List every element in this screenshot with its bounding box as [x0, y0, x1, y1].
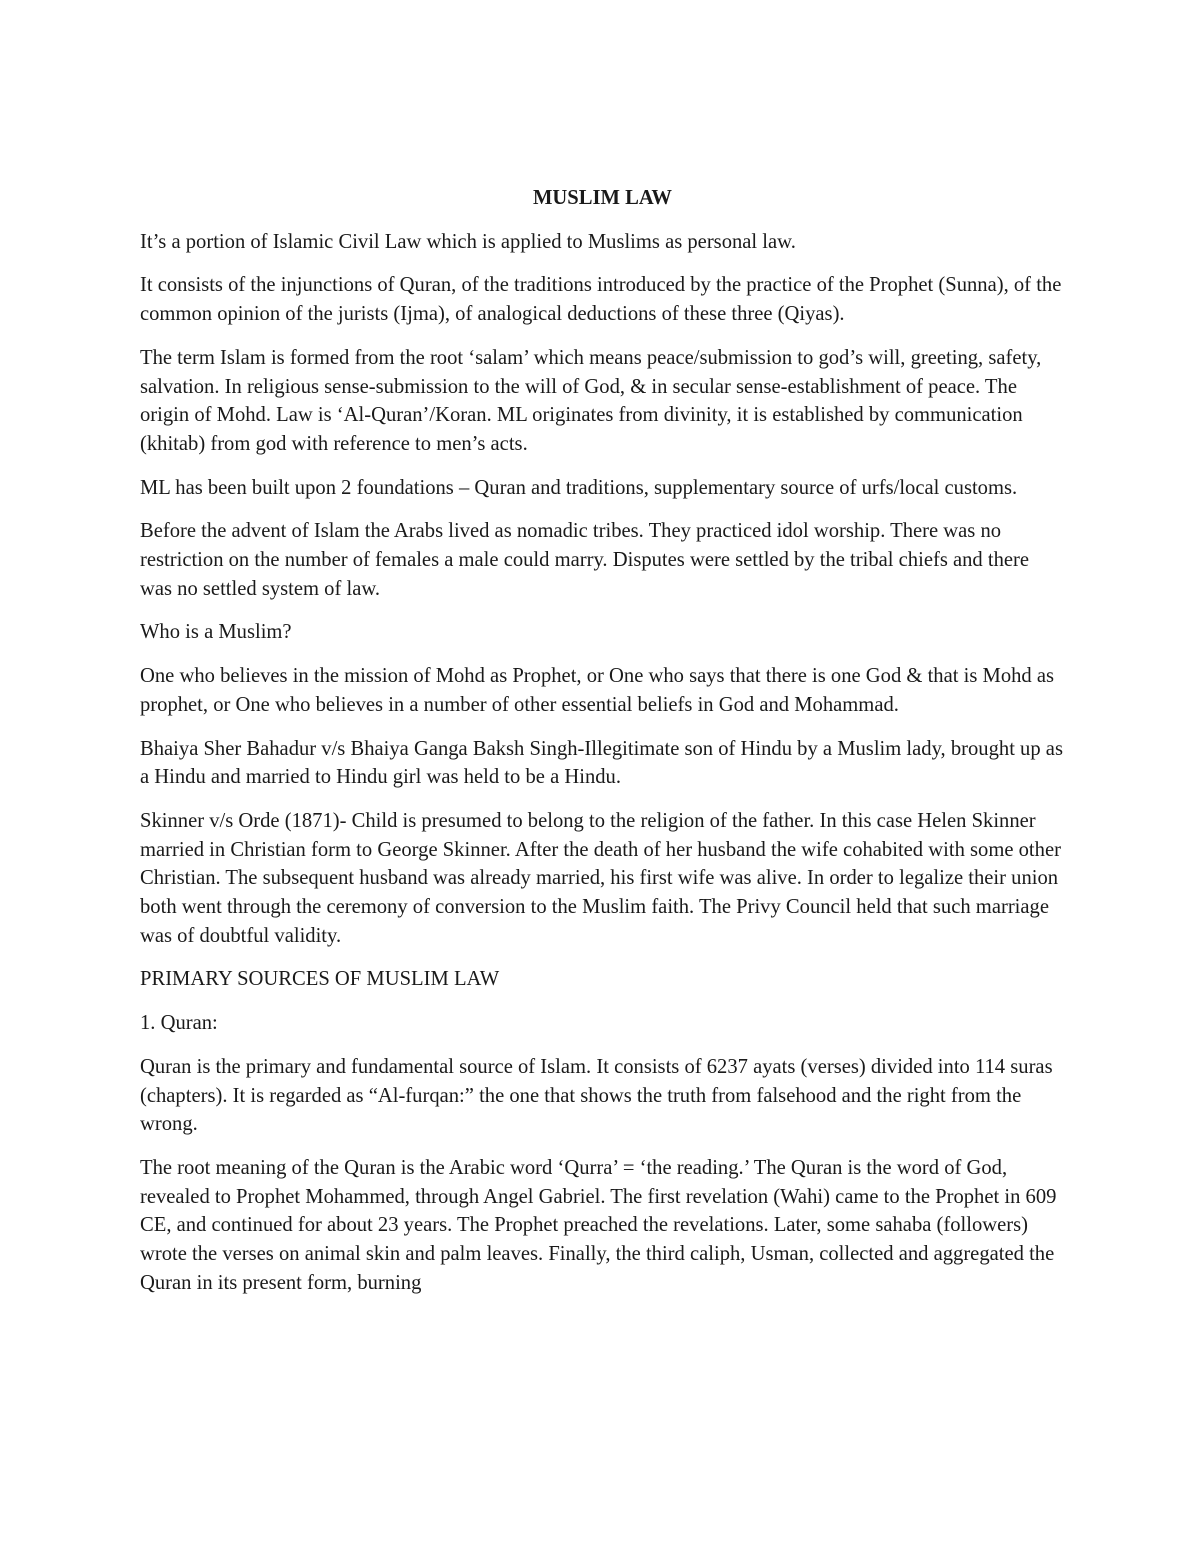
paragraph-quran-meaning: The root meaning of the Quran is the Arabic word ‘Qurra’ = ‘the reading.’ The Quran is the word of God, revealed to Prophet Mohammed, through Angel Gabriel. The first revelation (Wahi) came to the Prophet in 609 CE, and continued for about 23 years. The Prophet preached the revelations. Later, some sahaba (followers) wrote the verses on animal skin and palm leaves. Finally, the third caliph, Usman, collected and aggregated the Quran in its present form, burning — [140, 1156, 1057, 1294]
paragraph-composition: It consists of the injunctions of Quran, of the traditions introduced by the practice of the Prophet (Sunna), of the common opinion of the jurists (Ijma), of analogical deductions of these three (Qiyas). — [140, 274, 1062, 326]
paragraph-quran-source: Quran is the primary and fundamental source of Islam. It consists of 6237 ayats (verses) divided into 114 suras (chapters). It is regarded as “Al-furqan:” the one that shows the truth from falsehood and the right from the wrong. — [140, 1055, 1053, 1136]
paragraph-case-bhaiya: Bhaiya Sher Bahadur v/s Bhaiya Ganga Baksh Singh-Illegitimate son of Hindu by a Muslim lady, brought up as a Hindu and married to Hindu girl was held to be a Hindu. — [140, 737, 1063, 789]
paragraph-muslim-definition: One who believes in the mission of Mohd as Prophet, or One who says that there is one God & that is Mohd as prophet, or One who believes in a number of other essential beliefs in God and Mohammad. — [140, 665, 1055, 716]
paragraph-definition: It’s a portion of Islamic Civil Law which is applied to Muslims as personal law. — [140, 230, 796, 253]
document-title: MUSLIM LAW — [532, 187, 673, 209]
paragraph-before-islam: Before the advent of Islam the Arabs lived as nomadic tribes. They practiced idol worship. There was no restriction on the number of females a male could marry. Disputes were settled by the tribal chiefs and there was no settled system of law. — [140, 520, 1030, 600]
section-heading-primary-sources: PRIMARY SOURCES OF MUSLIM LAW — [140, 968, 500, 991]
section-heading-who-is-muslim: Who is a Muslim? — [140, 621, 292, 644]
document-body — [140, 184, 1065, 1313]
paragraph-foundations: ML has been built upon 2 foundations – Quran and traditions, supplementary source of urfs/local customs. — [140, 476, 1018, 499]
paragraph-case-skinner: Skinner v/s Orde (1871)- Child is presumed to belong to the religion of the father. In this case Helen Skinner married in Christian form to George Skinner. After the death of her husband the wife cohabited with some other Christian. The subsequent husband was already married, his first wife was alive. In order to legalize their union both went through the ceremony of conversion to the Muslim faith. The Privy Council held that such marriage was of doubtful validity. — [140, 809, 1061, 947]
paragraph-term-islam: The term Islam is formed from the root ‘salam’ which means peace/submission to god’s will, greeting, safety, salvation. In religious sense-submission to the will of God, & in secular sense-establishment of peace. The origin of Mohd. Law is ‘Al-Quran’/Koran. ML originates from divinity, it is established by communication (khitab) from god with reference to men’s acts. — [140, 346, 1042, 455]
subheading-quran: 1. Quran: — [140, 1012, 218, 1035]
